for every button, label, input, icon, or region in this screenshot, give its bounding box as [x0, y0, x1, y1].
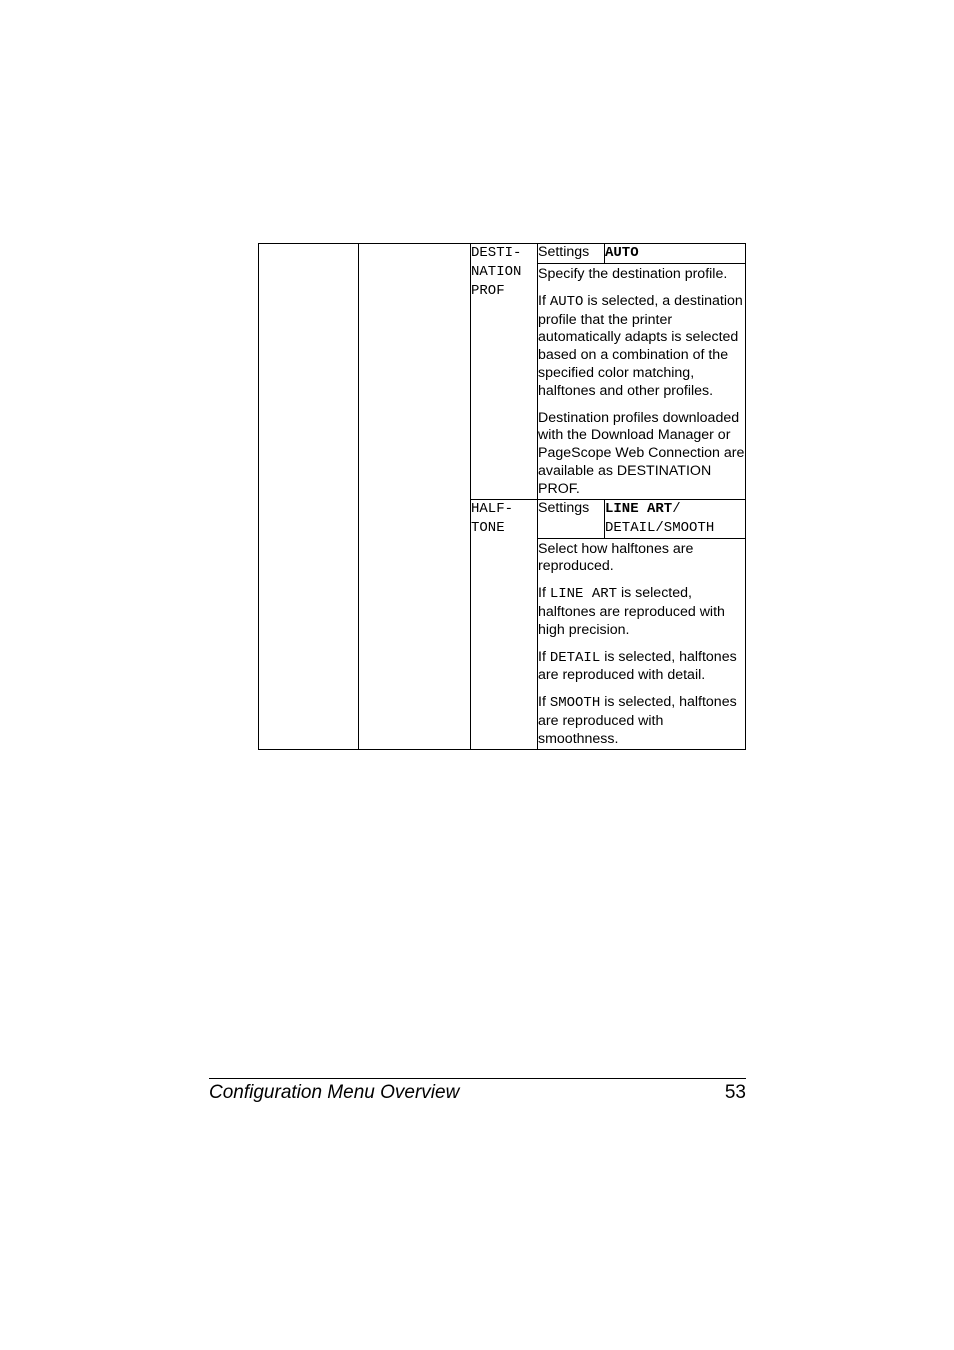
table-row-destination-settings: [259, 244, 746, 264]
param-line: TONE: [471, 519, 505, 536]
param-destination-prof: [471, 244, 538, 500]
settings-value: LINE ART/ DETAIL/SMOOTH: [605, 499, 746, 538]
halftone-description: [538, 538, 746, 749]
settings-label: Settings: [538, 499, 605, 538]
description-paragraph: Destination profiles downloaded with the Download Manager or PageScope Web Connection are available as DESTINATION PROF.: [538, 409, 745, 497]
param-line: HALF-: [471, 500, 514, 517]
code-text: LINE ART: [549, 586, 618, 603]
settings-label: Settings: [538, 244, 605, 264]
footer-title: Configuration Menu Overview: [209, 1082, 460, 1103]
default-value: LINE ART: [605, 500, 673, 517]
destination-description: [538, 264, 746, 500]
page-number: 53: [724, 1082, 746, 1103]
description-paragraph: If AUTO is selected, a destination profile that the printer automatically adapts is selected based on a combination of the specified color matching, halftones and other profiles.: [538, 292, 743, 399]
description-paragraph: Specify the destination profile.: [538, 266, 728, 282]
description-paragraph: If SMOOTH is selected, halftones are reproduced with smoothness.: [538, 694, 737, 747]
code-text: AUTO: [549, 293, 584, 310]
description-paragraph: Select how halftones are reproduced.: [538, 540, 694, 575]
menu-level-1-cell: [259, 244, 359, 750]
description-paragraph: If LINE ART is selected, halftones are reproduced with high precision.: [538, 585, 725, 638]
param-line: DESTI-: [471, 245, 522, 261]
settings-value: AUTO: [605, 244, 746, 264]
param-line: NATION: [471, 264, 522, 280]
code-text: SMOOTH: [549, 695, 601, 712]
code-text: DETAIL: [549, 649, 601, 666]
description-paragraph: If DETAIL is selected, halftones are reproduced with detail.: [538, 648, 737, 684]
menu-level-2-cell: [359, 244, 471, 750]
param-halftone: [471, 499, 538, 749]
param-line: PROF: [471, 283, 505, 299]
footer-rule: [209, 1078, 746, 1079]
configuration-menu-table: [258, 243, 746, 750]
